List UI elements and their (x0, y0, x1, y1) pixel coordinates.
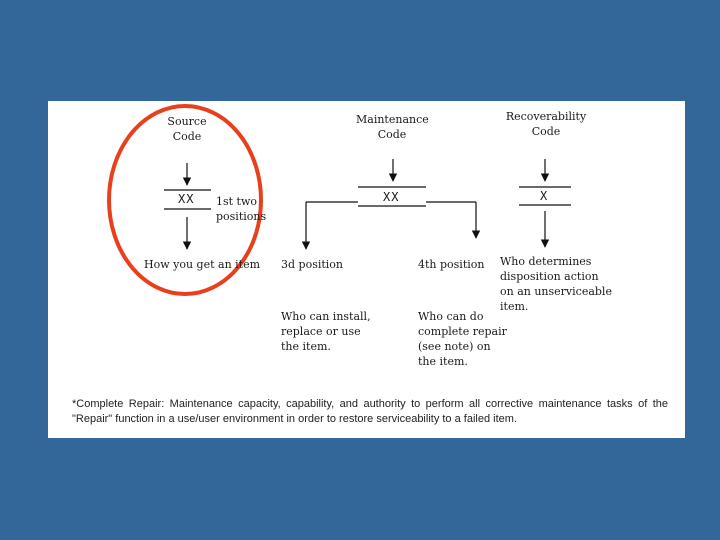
maintenance-code-title: Maintenance Code (356, 113, 429, 141)
third-position-meaning: Who can install, replace or use the item. (281, 310, 371, 353)
diagram-panel (48, 101, 685, 438)
source-code-meaning: How you get an item (144, 258, 261, 271)
third-position-label: 3d position (281, 258, 344, 271)
fourth-position-label: 4th position (418, 258, 485, 271)
fourth-position-meaning: Who can do complete repair (see note) on the item. (418, 310, 507, 368)
recoverability-code-title: Recoverability Code (505, 110, 587, 138)
complete-repair-footnote: *Complete Repair: Maintenance capacity, capability, and authority to perform all corrective maintenance tasks of the "Repair" function in a use/user environment in order to restore serviceability to a failed item. (72, 398, 668, 425)
maintenance-code-value: XX (383, 190, 400, 204)
recoverability-code-meaning: Who determines disposition action on an unserviceable item. (500, 255, 612, 313)
source-code-title: Source Code (167, 115, 207, 143)
source-code-value: XX (178, 192, 195, 206)
recoverability-code-value: X (540, 189, 549, 203)
source-position-label: 1st two positions (216, 195, 267, 223)
